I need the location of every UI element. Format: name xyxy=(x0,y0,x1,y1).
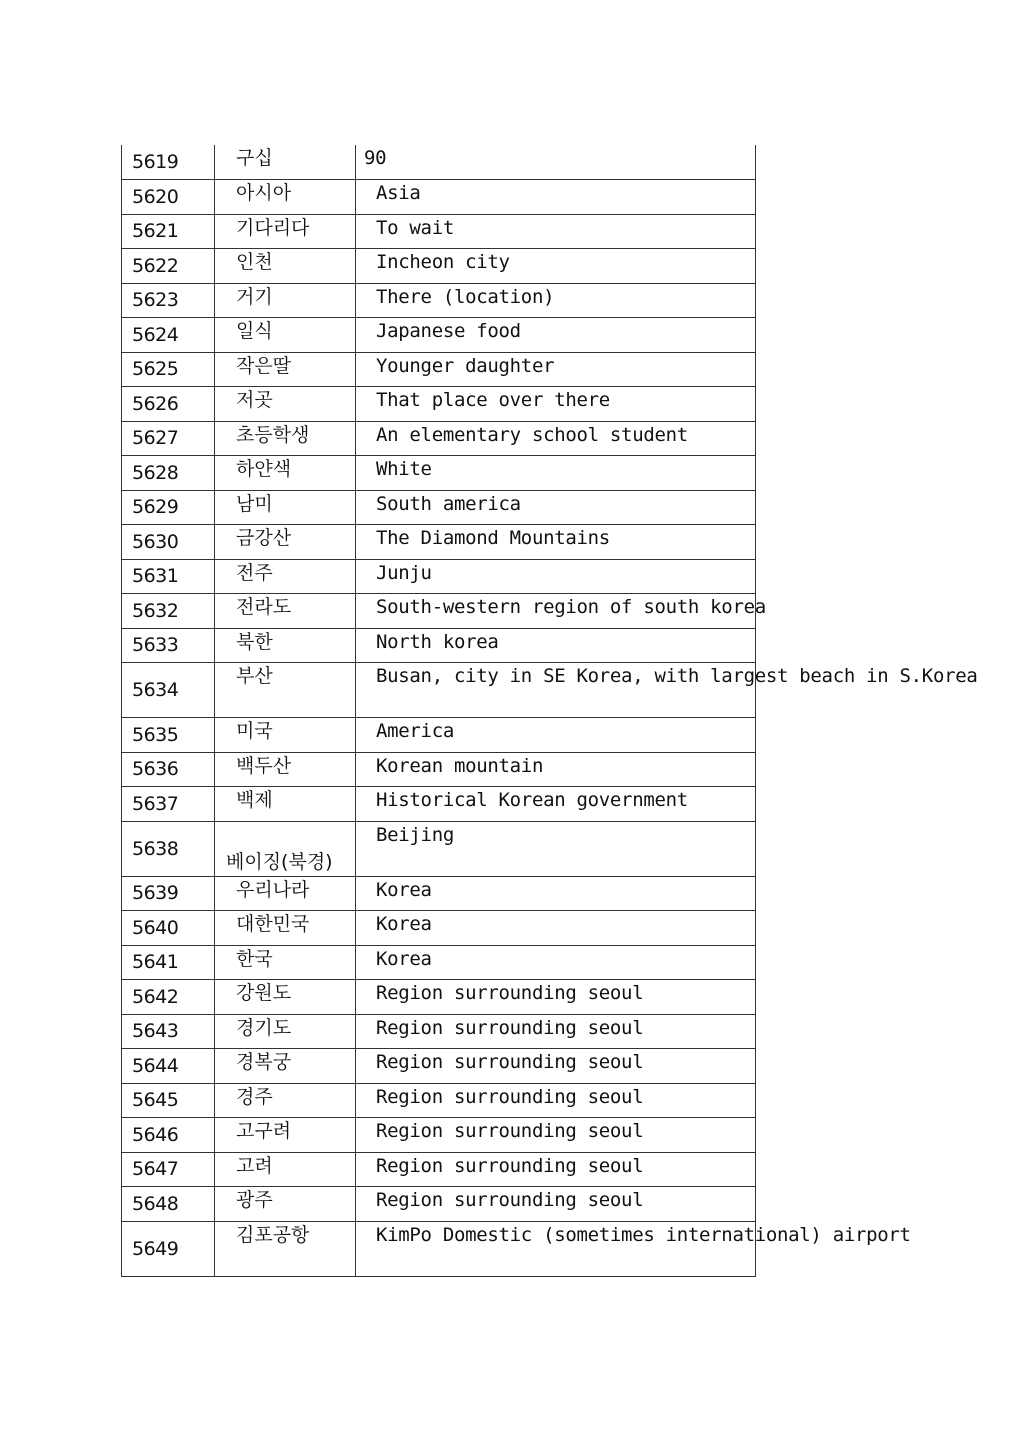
entry-number: 5640 xyxy=(122,911,215,946)
korean-word: 경기도 xyxy=(215,1014,356,1049)
korean-word: 우리나라 xyxy=(215,876,356,911)
entry-number: 5633 xyxy=(122,628,215,663)
entry-number: 5644 xyxy=(122,1049,215,1084)
entry-number: 5630 xyxy=(122,525,215,560)
table-row xyxy=(122,1083,756,1118)
table-row xyxy=(122,214,756,249)
korean-word: 경주 xyxy=(215,1083,356,1118)
table-row xyxy=(122,559,756,594)
entry-number: 5636 xyxy=(122,752,215,787)
korean-word: 미국 xyxy=(215,718,356,753)
entry-number: 5649 xyxy=(122,1221,215,1276)
korean-word: 초등학생 xyxy=(215,421,356,456)
english-meaning: South america xyxy=(356,490,756,525)
entry-number: 5645 xyxy=(122,1083,215,1118)
english-meaning: White xyxy=(356,456,756,491)
english-meaning: Incheon city xyxy=(356,249,756,284)
table-row xyxy=(122,145,756,180)
entry-number: 5638 xyxy=(122,821,215,876)
table-row xyxy=(122,352,756,387)
english-meaning: Japanese food xyxy=(356,318,756,353)
entry-number: 5621 xyxy=(122,214,215,249)
entry-number: 5622 xyxy=(122,249,215,284)
table-row xyxy=(122,525,756,560)
english-meaning: Korea xyxy=(356,911,756,946)
english-meaning: Region surrounding seoul xyxy=(356,980,756,1015)
table-row xyxy=(122,663,756,718)
entry-number: 5626 xyxy=(122,387,215,422)
table-row xyxy=(122,180,756,215)
entry-number: 5646 xyxy=(122,1118,215,1153)
entry-number: 5629 xyxy=(122,490,215,525)
english-meaning: That place over there xyxy=(356,387,756,422)
english-meaning: Region surrounding seoul xyxy=(356,1049,756,1084)
korean-word: 인천 xyxy=(215,249,356,284)
table-row xyxy=(122,1152,756,1187)
entry-number: 5639 xyxy=(122,876,215,911)
table-row xyxy=(122,1049,756,1084)
korean-word: 부산 xyxy=(215,663,356,718)
korean-word: 한국 xyxy=(215,945,356,980)
entry-number: 5628 xyxy=(122,456,215,491)
korean-word: 전라도 xyxy=(215,594,356,629)
english-meaning: Region surrounding seoul xyxy=(356,1014,756,1049)
korean-word: 거기 xyxy=(215,283,356,318)
table-row xyxy=(122,318,756,353)
entry-number: 5642 xyxy=(122,980,215,1015)
table-row xyxy=(122,387,756,422)
table-row xyxy=(122,490,756,525)
english-meaning: Historical Korean government xyxy=(356,787,756,822)
english-meaning: North korea xyxy=(356,628,756,663)
table-row xyxy=(122,594,756,629)
korean-word: 아시아 xyxy=(215,180,356,215)
entry-number: 5634 xyxy=(122,663,215,718)
table-row xyxy=(122,421,756,456)
korean-word: 김포공항 xyxy=(215,1221,356,1276)
korean-word: 광주 xyxy=(215,1187,356,1222)
table-row xyxy=(122,718,756,753)
english-meaning: To wait xyxy=(356,214,756,249)
korean-word: 남미 xyxy=(215,490,356,525)
english-meaning: Region surrounding seoul xyxy=(356,1083,756,1118)
english-meaning: Region surrounding seoul xyxy=(356,1187,756,1222)
korean-word: 고구려 xyxy=(215,1118,356,1153)
korean-word: 백두산 xyxy=(215,752,356,787)
english-meaning: Junju xyxy=(356,559,756,594)
english-meaning: South-western region of south korea xyxy=(356,594,756,629)
english-meaning: An elementary school student xyxy=(356,421,756,456)
vocabulary-table xyxy=(121,145,978,1277)
table-row xyxy=(122,945,756,980)
english-meaning: Younger daughter xyxy=(356,352,756,387)
korean-word: 작은딸 xyxy=(215,352,356,387)
entry-number: 5619 xyxy=(122,145,215,180)
table-row xyxy=(122,249,756,284)
table-row xyxy=(122,1221,756,1276)
english-meaning: The Diamond Mountains xyxy=(356,525,756,560)
english-meaning: KimPo Domestic (sometimes international) airport xyxy=(356,1221,756,1276)
english-meaning: Korea xyxy=(356,876,756,911)
entry-number: 5641 xyxy=(122,945,215,980)
korean-word: 경복궁 xyxy=(215,1049,356,1084)
korean-word: 대한민국 xyxy=(215,911,356,946)
table-row xyxy=(122,628,756,663)
korean-word: 고려 xyxy=(215,1152,356,1187)
english-meaning: There (location) xyxy=(356,283,756,318)
table-row xyxy=(122,787,756,822)
table-row xyxy=(122,821,756,876)
english-meaning: America xyxy=(356,718,756,753)
table-row xyxy=(122,1118,756,1153)
entry-number: 5635 xyxy=(122,718,215,753)
korean-word: 저곳 xyxy=(215,387,356,422)
korean-word: 베이징(북경) xyxy=(215,821,356,876)
entry-number: 5624 xyxy=(122,318,215,353)
entry-number: 5648 xyxy=(122,1187,215,1222)
entry-number: 5632 xyxy=(122,594,215,629)
entry-number: 5647 xyxy=(122,1152,215,1187)
korean-word: 북한 xyxy=(215,628,356,663)
english-meaning: Busan, city in SE Korea, with largest beach in S.Korea xyxy=(356,663,756,718)
english-meaning: Beijing xyxy=(356,821,756,876)
korean-word: 백제 xyxy=(215,787,356,822)
table-row xyxy=(122,752,756,787)
english-meaning: 90 xyxy=(356,145,756,180)
table-row xyxy=(122,1014,756,1049)
english-meaning: Region surrounding seoul xyxy=(356,1152,756,1187)
entry-number: 5625 xyxy=(122,352,215,387)
english-meaning: Region surrounding seoul xyxy=(356,1118,756,1153)
entry-number: 5623 xyxy=(122,283,215,318)
table-row xyxy=(122,876,756,911)
korean-word: 전주 xyxy=(215,559,356,594)
table-row xyxy=(122,1187,756,1222)
entry-number: 5620 xyxy=(122,180,215,215)
korean-word: 하얀색 xyxy=(215,456,356,491)
table-row xyxy=(122,283,756,318)
english-meaning: Korea xyxy=(356,945,756,980)
entry-number: 5637 xyxy=(122,787,215,822)
table-row xyxy=(122,911,756,946)
korean-word: 구십 xyxy=(215,145,356,180)
table-row xyxy=(122,980,756,1015)
korean-word: 금강산 xyxy=(215,525,356,560)
entry-number: 5631 xyxy=(122,559,215,594)
english-meaning: Asia xyxy=(356,180,756,215)
korean-word: 강원도 xyxy=(215,980,356,1015)
korean-word: 기다리다 xyxy=(215,214,356,249)
english-meaning: Korean mountain xyxy=(356,752,756,787)
entry-number: 5643 xyxy=(122,1014,215,1049)
entry-number: 5627 xyxy=(122,421,215,456)
table-row xyxy=(122,456,756,491)
korean-word: 일식 xyxy=(215,318,356,353)
